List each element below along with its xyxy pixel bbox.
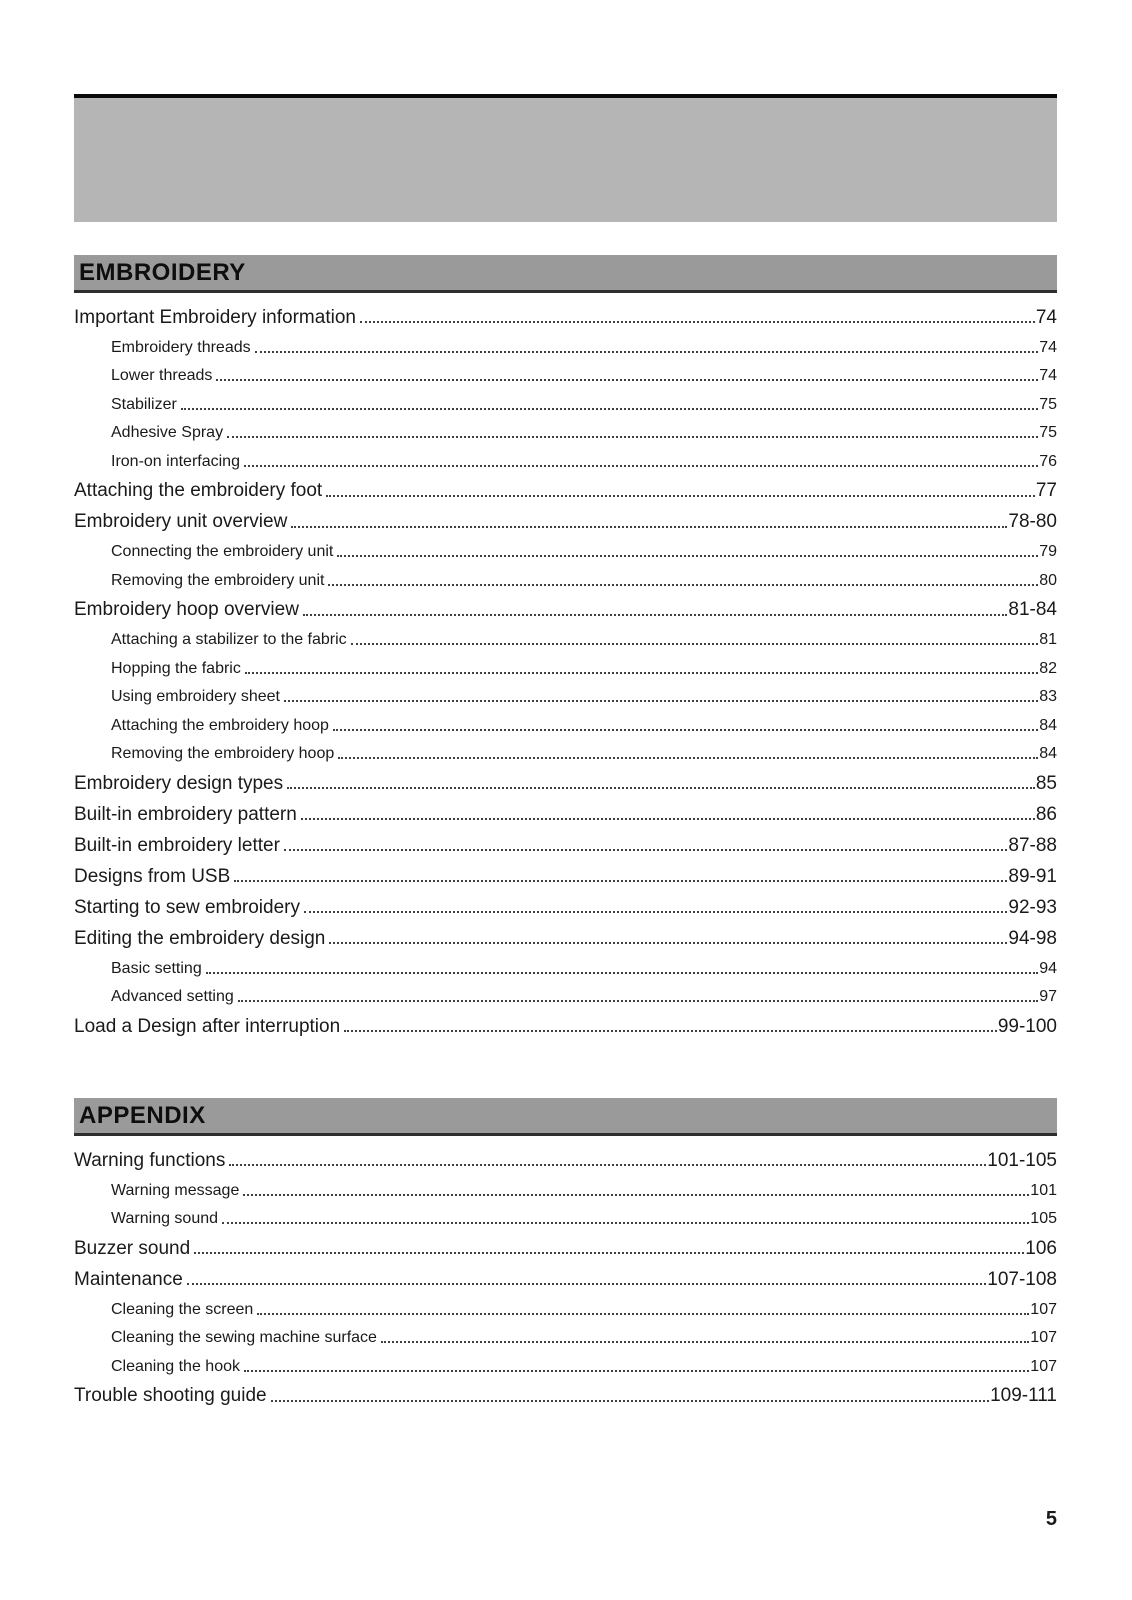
toc-entry [74,1290,1057,1319]
toc-entry [74,1259,1057,1290]
entry-page: 84 [1039,716,1057,734]
toc-entry [74,328,1057,357]
entry-label: Built-in embroidery letter [74,834,280,856]
entry-page: 107 [1030,1329,1057,1347]
section-entries [74,293,1057,1037]
entry-page: 94-98 [1008,927,1057,949]
entry-label: Starting to sew embroidery [74,896,300,918]
toc-entry [74,949,1057,978]
entry-page: 80 [1039,571,1057,589]
entry-label: Buzzer sound [74,1237,191,1259]
toc-entry [74,1140,1057,1171]
dot-leader [244,465,1038,467]
entry-label: Connecting the embroidery unit [111,543,334,561]
entry-label: Load a Design after interruption [74,1015,341,1037]
toc-entry [74,590,1057,621]
section-header-bar [74,1098,1057,1136]
entry-label: Warning sound [111,1210,219,1228]
entry-label: Cleaning the sewing machine surface [111,1329,377,1347]
dot-leader [381,1341,1029,1343]
entry-page: 94 [1039,959,1057,977]
toc-entry [74,442,1057,471]
dot-leader [284,849,1007,851]
entry-label: Designs from USB [74,865,231,887]
toc-entry [74,1006,1057,1037]
toc-entry [74,1347,1057,1376]
toc [74,255,1057,1407]
dot-leader [287,787,1035,789]
dot-leader [234,880,1007,882]
entry-page: 86 [1035,803,1057,825]
dot-leader [344,1030,997,1032]
entry-page: 74 [1039,338,1057,356]
toc-entry [74,978,1057,1007]
dot-leader [243,1194,1029,1196]
toc-entry [74,414,1057,443]
toc-entry [74,471,1057,502]
entry-page: 107 [1030,1357,1057,1375]
dot-leader [291,526,1007,528]
dot-leader [244,1370,1029,1372]
dot-leader [227,436,1038,438]
section-title: EMBROIDERY [79,259,246,286]
dot-leader [238,1000,1038,1002]
entry-label: Removing the embroidery unit [111,571,325,589]
entry-label: Warning message [111,1181,240,1199]
dot-leader [181,408,1038,410]
dot-leader [255,351,1039,353]
dot-leader [304,911,1007,913]
entry-page: 101-105 [987,1149,1057,1171]
entry-label: Attaching a stabilizer to the fabric [111,631,347,649]
entry-label: Hopping the fabric [111,659,241,677]
dot-leader [222,1222,1029,1224]
dot-leader [194,1252,1024,1254]
page-number: 5 [1045,1508,1057,1530]
toc-entry [74,561,1057,590]
image-placeholder [74,98,1057,222]
entry-label: Embroidery design types [74,772,284,794]
entry-page: 79 [1039,543,1057,561]
entry-label: Iron-on interfacing [111,452,240,470]
entry-page: 78-80 [1008,511,1057,533]
toc-entry [74,649,1057,678]
entry-page: 109-111 [990,1385,1057,1407]
dot-leader [337,555,1038,557]
dot-leader [301,818,1035,820]
toc-entry [74,918,1057,949]
entry-page: 99-100 [997,1015,1057,1037]
toc-entry [74,1228,1057,1259]
entry-page: 82 [1039,659,1057,677]
entry-label: Using embroidery sheet [111,688,280,706]
dot-leader [303,614,1007,616]
toc-entry [74,706,1057,735]
entry-label: Built-in embroidery pattern [74,803,297,825]
toc-entry [74,357,1057,386]
dot-leader [187,1283,986,1285]
toc-entry [74,887,1057,918]
entry-page: 92-93 [1008,896,1057,918]
toc-entry [74,1200,1057,1229]
entry-page: 74 [1035,306,1057,328]
dot-leader [360,321,1035,323]
entry-page: 75 [1039,424,1057,442]
entry-label: Attaching the embroidery hoop [111,716,329,734]
entry-label: Embroidery threads [111,338,251,356]
toc-entry [74,502,1057,533]
dot-leader [328,584,1038,586]
entry-page: 81-84 [1008,599,1057,621]
toc-section [74,1098,1057,1407]
toc-entry [74,1376,1057,1407]
entry-label: Trouble shooting guide [74,1385,267,1407]
entry-label: Important Embroidery information [74,306,356,328]
entry-label: Embroidery hoop overview [74,599,299,621]
entry-page: 84 [1039,745,1057,763]
entry-page: 106 [1025,1237,1057,1259]
entry-label: Lower threads [111,367,213,385]
dot-leader [326,495,1035,497]
entry-label: Warning functions [74,1149,226,1171]
entry-label: Removing the embroidery hoop [111,745,335,763]
toc-entry [74,621,1057,650]
dot-leader [271,1400,989,1402]
toc-entry [74,794,1057,825]
dot-leader [284,700,1038,702]
entry-page: 81 [1039,631,1057,649]
toc-entry [74,385,1057,414]
dot-leader [245,672,1038,674]
toc-entry [74,825,1057,856]
entry-page: 74 [1039,367,1057,385]
entry-label: Editing the embroidery design [74,927,326,949]
dot-leader [333,729,1038,731]
dot-leader [206,972,1038,974]
toc-entry [74,297,1057,328]
entry-label: Cleaning the screen [111,1300,254,1318]
dot-leader [257,1313,1029,1315]
entry-page: 89-91 [1008,865,1057,887]
entry-page: 97 [1039,988,1057,1006]
dot-leader [216,379,1038,381]
entry-page: 101 [1030,1181,1057,1199]
dot-leader [351,643,1039,645]
toc-entry [74,856,1057,887]
entry-label: Stabilizer [111,395,177,413]
section-entries [74,1136,1057,1407]
entry-page: 87-88 [1008,834,1057,856]
toc-entry [74,533,1057,562]
toc-entry [74,1171,1057,1200]
toc-entry [74,1319,1057,1348]
entry-page: 107-108 [987,1268,1057,1290]
entry-label: Adhesive Spray [111,424,224,442]
entry-page: 105 [1030,1210,1057,1228]
entry-label: Cleaning the hook [111,1357,240,1375]
dot-leader [229,1164,986,1166]
entry-page: 107 [1030,1300,1057,1318]
entry-page: 85 [1035,772,1057,794]
toc-entry [74,678,1057,707]
entry-page: 77 [1035,480,1057,502]
toc-section [74,255,1057,1037]
entry-page: 76 [1039,452,1057,470]
section-title: APPENDIX [79,1102,206,1129]
entry-label: Attaching the embroidery foot [74,480,323,502]
entry-page: 83 [1039,688,1057,706]
entry-label: Maintenance [74,1268,183,1290]
entry-page: 75 [1039,395,1057,413]
dot-leader [329,942,1007,944]
entry-label: Advanced setting [111,988,234,1006]
section-header-bar [74,255,1057,293]
toc-entry [74,763,1057,794]
entry-label: Embroidery unit overview [74,511,288,533]
dot-leader [338,757,1038,759]
entry-label: Basic setting [111,959,202,977]
toc-entry [74,735,1057,764]
